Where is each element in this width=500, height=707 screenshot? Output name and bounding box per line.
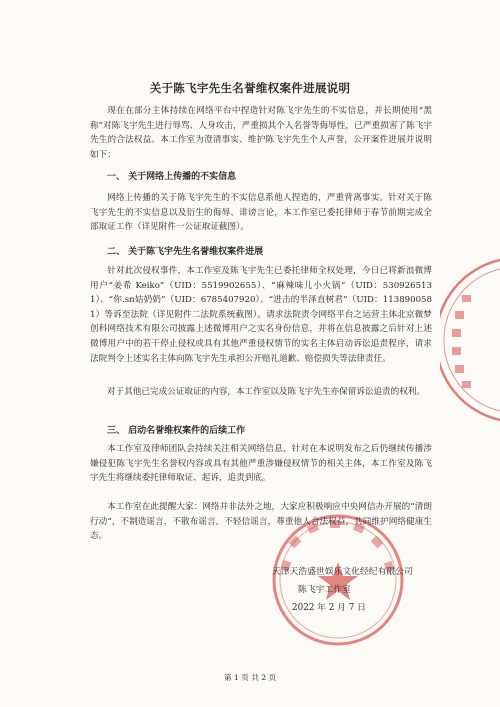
section1-heading: 一、 关于网络上传播的不实信息 xyxy=(107,172,237,182)
section2-text-2: 对于其他已完成公证取证的内容，本工作室以及陈飞宇先生亦保留诉讼追责的权利。 xyxy=(107,387,425,397)
signature-studio: 陈飞宇工作室 xyxy=(298,585,351,595)
signature-date: 2022 年 2 月 7 日 xyxy=(292,603,366,613)
section3-text-2: 本工作室在此提醒大家：网络并非法外之地，大家应积极响应中央网信办开展的“清朗行动”，不制造谣言，不散布谣言，不轻信谣言，尊重他人合法权益，共同维护网络健康生态。 xyxy=(90,502,432,542)
section2-paragraph-2 xyxy=(90,385,432,400)
section3-heading: 三、 启动名誉维权案件的后续工作 xyxy=(107,426,246,436)
signature-company: 天津天浩盛世娱乐文化经纪有限公司 xyxy=(272,567,413,577)
page-footer: 第 1 页 共 2 页 xyxy=(223,673,277,682)
intro-paragraph xyxy=(90,104,432,162)
section1-paragraph xyxy=(90,191,432,235)
intro-text: 现在在部分主体持续在网络平台中捏造针对陈飞宇先生的不实信息，并长期使用“黑称”对陈飞宇先生进行辱骂、人身攻击，严重损其个人名誉等侮辱性，已严重损害了陈飞宇先生的合法权益。本工作室为澄清事实、维护陈飞宇先生个人声誉，公开案件进展并说明如下： xyxy=(90,106,432,160)
page-title: 关于陈飞宇先生名誉维权案件进展说明 xyxy=(149,81,351,95)
section3-paragraph-2 xyxy=(90,500,432,544)
section2-text: 针对此次侵权事件，本工作室及陈飞宇先生已委托律师全权处理，今日已将新浪微博用户“姜希 Keiko”（UID：5519902655）、“麻辣味儿小火锅”（UID：5309265131）、“你.sn姑奶奶”（UID：6785407920）、“进击的半泽直树君”（UID：1138900581）等诉至法院（详见附件二法院系统截图）。请求法院责令网络平台之运营主体北京微梦创科网络技术有限公司披露上述微博用户之实名身份信息，并将在信息披露之后针对上述微博用户中的若干停止侵权或具有其他严重侵权情节的实名主体启动诉讼追责程序，请求法院判令上述实名主体向陈飞宇先生承担公开赔礼道歉、赔偿损失等法律责任。 xyxy=(90,266,432,364)
section3-text: 本工作室及律师团队会持续关注相关网络信息，针对在本说明发布之后仍继续传播涉嫌侵犯陈飞宇先生名誉权内容或具有其他严重涉嫌侵权情节的相关主体，本工作室及陈飞宇先生将继续委托律师取证、起诉，追责到底。 xyxy=(90,444,432,484)
section1-text: 网络上传播的关于陈飞宇先生的不实信息系他人捏造的，严重背离事实。针对关于陈飞宇先生的不实信息以及衍生的侮辱、诽谤言论，本工作室已委托律师于春节前期完成全部取证工作（详见附件一公证取证截图）。 xyxy=(90,193,432,233)
section3-paragraph xyxy=(90,442,432,486)
stamp-right-edge xyxy=(440,255,500,425)
section2-heading: 二、 关于陈飞宇先生名誉维权案件进展 xyxy=(107,247,264,257)
section2-paragraph xyxy=(90,264,432,366)
